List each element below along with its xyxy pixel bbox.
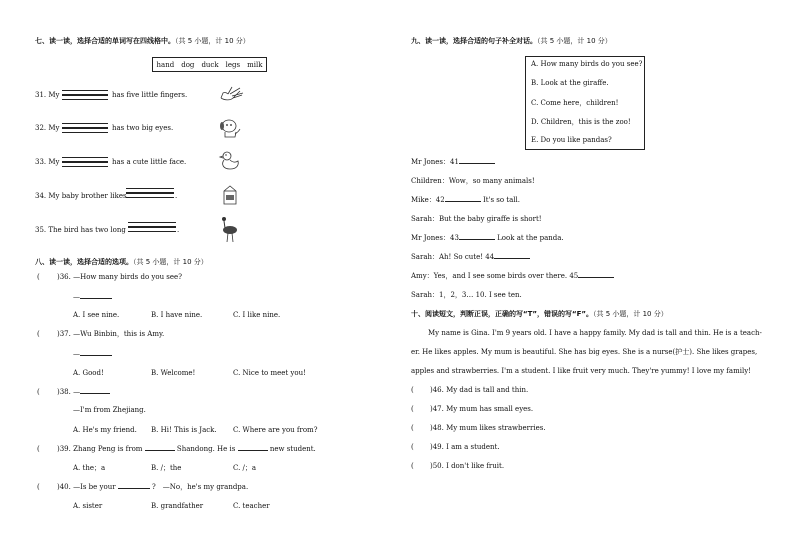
dialog-line-2: Children：Wow，so many animals! — [411, 177, 535, 185]
q50-paren[interactable]: ( — [411, 462, 414, 470]
q31-prefix: 31. My — [35, 91, 60, 99]
q48-statement: )48. My mum likes strawberries. — [430, 424, 546, 432]
q37-paren[interactable]: ( — [37, 330, 40, 338]
section-9-title — [411, 37, 612, 46]
q40-blank[interactable] — [118, 488, 150, 489]
q37-option-b: B. Welcome! — [151, 369, 196, 377]
q49-statement: )49. I am a student. — [430, 443, 500, 451]
q46-statement: )46. My dad is tall and thin. — [430, 386, 529, 394]
section-10-points: （共 5 小题，计 10 分） — [592, 310, 668, 318]
dialog-44-text: Sarah：Ah! So cute! 44 — [411, 253, 495, 261]
word-legs: legs — [225, 60, 241, 69]
section-9-points: （共 5 小题，计 10 分） — [537, 37, 612, 45]
q40-option-b: B. grandfather — [151, 502, 204, 510]
q40-part2: ? —No，he's my grandpa. — [152, 483, 249, 491]
q38-text: )38. — — [57, 388, 81, 396]
option-c: C. Come here，children! — [531, 99, 619, 107]
dialog-line-43[interactable] — [411, 234, 564, 243]
q37-answer-line[interactable] — [73, 350, 112, 359]
section-7-points: （共 5 小题，计 10 分） — [175, 37, 250, 45]
q32-text: has two big eyes. — [112, 124, 174, 132]
dialog-41-text: Mr Jones：41 — [411, 158, 459, 166]
q36-paren[interactable]: ( — [37, 273, 40, 281]
q35-blank-lower — [128, 227, 176, 232]
word-dog: dog — [181, 60, 195, 69]
q36-dash: — — [73, 293, 80, 301]
q32-prefix: 32. My — [35, 124, 60, 132]
q37-dash: — — [73, 350, 80, 358]
q32-blank-lower — [62, 128, 108, 133]
option-b: B. Look at the giraffe. — [531, 79, 609, 87]
dialog-43-label: Mr Jones：43 — [411, 234, 459, 242]
option-a: A. How many birds do you see? — [531, 60, 643, 68]
duck-icon — [218, 150, 242, 172]
q38-option-b: B. Hi! This is Jack. — [151, 426, 217, 434]
q39-option-a: A. the；a — [73, 464, 106, 472]
word-milk: milk — [247, 60, 263, 69]
dialog-line-8: Sarah：1，2，3… 10. I see ten. — [411, 291, 522, 299]
q35-text: . — [177, 226, 180, 234]
q36-option-b: B. I have nine. — [151, 311, 203, 319]
q48-paren[interactable]: ( — [411, 424, 414, 432]
section-8-points: （共 5 小题，计 10 分） — [133, 258, 208, 266]
q33-text: has a cute little face. — [112, 158, 187, 166]
word-duck: duck — [201, 60, 219, 69]
q39-blank-2[interactable] — [238, 450, 268, 451]
dialog-line-44[interactable] — [411, 253, 530, 262]
q34-prefix: 34. My baby brother likes — [35, 192, 127, 200]
q35-prefix: 35. The bird has two long — [35, 226, 126, 234]
q46-paren[interactable]: ( — [411, 386, 414, 394]
q34-blank-lower — [126, 193, 174, 198]
section-7-title — [35, 37, 250, 46]
q37-option-a: A. Good! — [73, 369, 104, 377]
dialog-line-41[interactable] — [411, 158, 495, 167]
q36-option-a: A. I see nine. — [73, 311, 120, 319]
q36-option-c: C. I like nine. — [233, 311, 281, 319]
ostrich-icon — [219, 216, 239, 244]
q38-paren[interactable]: ( — [37, 388, 40, 396]
q39-question — [57, 445, 316, 454]
q47-statement: )47. My mum has small eyes. — [430, 405, 534, 413]
q39-blank-1[interactable] — [145, 450, 175, 451]
q39-option-c: C. /；a — [233, 464, 257, 472]
q39-part2: Shandong. He is — [176, 445, 236, 453]
dialog-45-text: Amy：Yes，and I see some birds over there. 45 — [411, 272, 579, 280]
q31-blank-lower — [62, 95, 108, 100]
q37-option-c: C. Nice to meet you! — [233, 369, 306, 377]
q38-question[interactable] — [57, 388, 110, 397]
dialog-line-4: Sarah：But the baby giraffe is short! — [411, 215, 542, 223]
dialog-line-45[interactable] — [411, 272, 614, 281]
q38-option-c: C. Where are you from? — [233, 426, 318, 434]
section-9-title-text: 九、读一读，选择合适的句子补全对话。 — [411, 37, 537, 45]
milk-icon — [220, 184, 240, 206]
q47-paren[interactable]: ( — [411, 405, 414, 413]
passage-line-2: er. He likes apples. My mum is beautiful. She has big eyes. She is a nurse(护士). She likes grapes, — [411, 348, 758, 356]
q36-answer-line[interactable] — [73, 293, 112, 302]
q40-question — [57, 483, 248, 492]
q40-part1: )40. —Is be your — [57, 483, 116, 491]
option-e: E. Do you like pandas? — [531, 136, 612, 144]
section-7-title-text: 七、读一读，选择合适的单词写在四线格中。 — [35, 37, 175, 45]
dialog-line-42[interactable] — [411, 196, 520, 205]
word-bank — [152, 57, 267, 72]
section-8-title — [35, 258, 208, 267]
section-10-title-text: 十、阅读短文，判断正误，正确的写“T”，错误的写“F”。 — [411, 310, 593, 318]
word-hand: hand — [156, 60, 175, 69]
q37-question: )37. —Wu Binbin，this is Amy. — [57, 330, 165, 338]
section-10-title — [411, 310, 668, 319]
q39-part3: new student. — [269, 445, 316, 453]
q38-option-a: A. He's my friend. — [73, 426, 137, 434]
q39-paren[interactable]: ( — [37, 445, 40, 453]
q49-paren[interactable]: ( — [411, 443, 414, 451]
q40-paren[interactable]: ( — [37, 483, 40, 491]
q31-text: has five little fingers. — [112, 91, 188, 99]
sentence-options-box — [525, 56, 645, 150]
q40-option-a: A. sister — [73, 502, 103, 510]
q50-statement: )50. I don't like fruit. — [430, 462, 505, 470]
hand-icon — [218, 84, 244, 104]
q38-response: —I'm from Zhejiang. — [73, 406, 146, 414]
section-8-title-text: 八、读一读，选择合适的选项。 — [35, 258, 133, 266]
q34-text: . — [175, 192, 178, 200]
dialog-43-text: Look at the panda. — [497, 234, 564, 242]
dog-icon — [218, 117, 242, 139]
q33-prefix: 33. My — [35, 158, 60, 166]
q39-option-b: B. /；the — [151, 464, 182, 472]
dialog-42-label: Mike：42 — [411, 196, 445, 204]
q39-part1: )39. Zhang Peng is from — [57, 445, 143, 453]
q33-blank-lower — [62, 162, 108, 167]
passage-line-3: apples and strawberries. I'm a student. I like fruit very much. They're yummy! I love my family! — [411, 367, 751, 375]
q40-option-c: C. teacher — [233, 502, 270, 510]
q36-question: )36. —How many birds do you see? — [57, 273, 182, 281]
passage-line-1: My name is Gina. I'm 9 years old. I have a happy family. My dad is tall and thin. He is a teach- — [428, 329, 762, 337]
dialog-42-text: It's so tall. — [482, 196, 520, 204]
option-d: D. Children，this is the zoo! — [531, 118, 631, 126]
